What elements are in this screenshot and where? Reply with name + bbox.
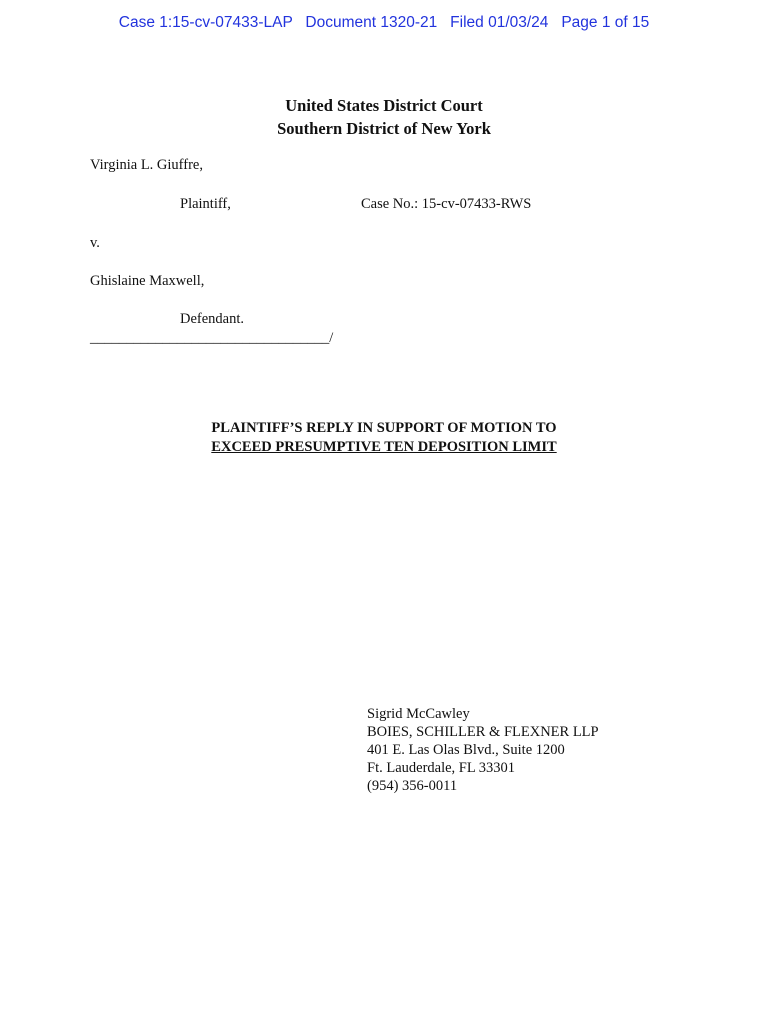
caption-rule: _________________________________/ [90, 330, 334, 346]
document-title [0, 419, 768, 457]
document-title-line2: EXCEED PRESUMPTIVE TEN DEPOSITION LIMIT [211, 439, 557, 455]
attorney-name: Sigrid McCawley [367, 706, 470, 722]
plaintiff-name: Virginia L. Giuffre, [90, 157, 203, 173]
address-line1: 401 E. Las Olas Blvd., Suite 1200 [367, 742, 565, 758]
defendant-name: Ghislaine Maxwell, [90, 273, 205, 289]
court-district: Southern District of New York [277, 119, 491, 138]
defendant-role: Defendant. [180, 311, 245, 327]
filing-stamp: Case 1:15-cv-07433-LAP Document 1320-21 Filed 01/03/24 Page 1 of 15 [118, 14, 650, 31]
court-name: United States District Court [285, 96, 483, 115]
versus-label: v. [90, 235, 100, 251]
signature-block [367, 705, 599, 795]
plaintiff-role: Plaintiff, [180, 196, 231, 212]
address-line2: Ft. Lauderdale, FL 33301 [367, 760, 516, 776]
phone-number: (954) 356-0011 [367, 778, 458, 794]
law-firm: BOIES, SCHILLER & FLEXNER LLP [367, 724, 599, 740]
case-number: Case No.: 15-cv-07433-RWS [361, 196, 532, 212]
document-title-line1: PLAINTIFF’S REPLY IN SUPPORT OF MOTION TO [211, 420, 557, 436]
court-heading [0, 94, 768, 140]
